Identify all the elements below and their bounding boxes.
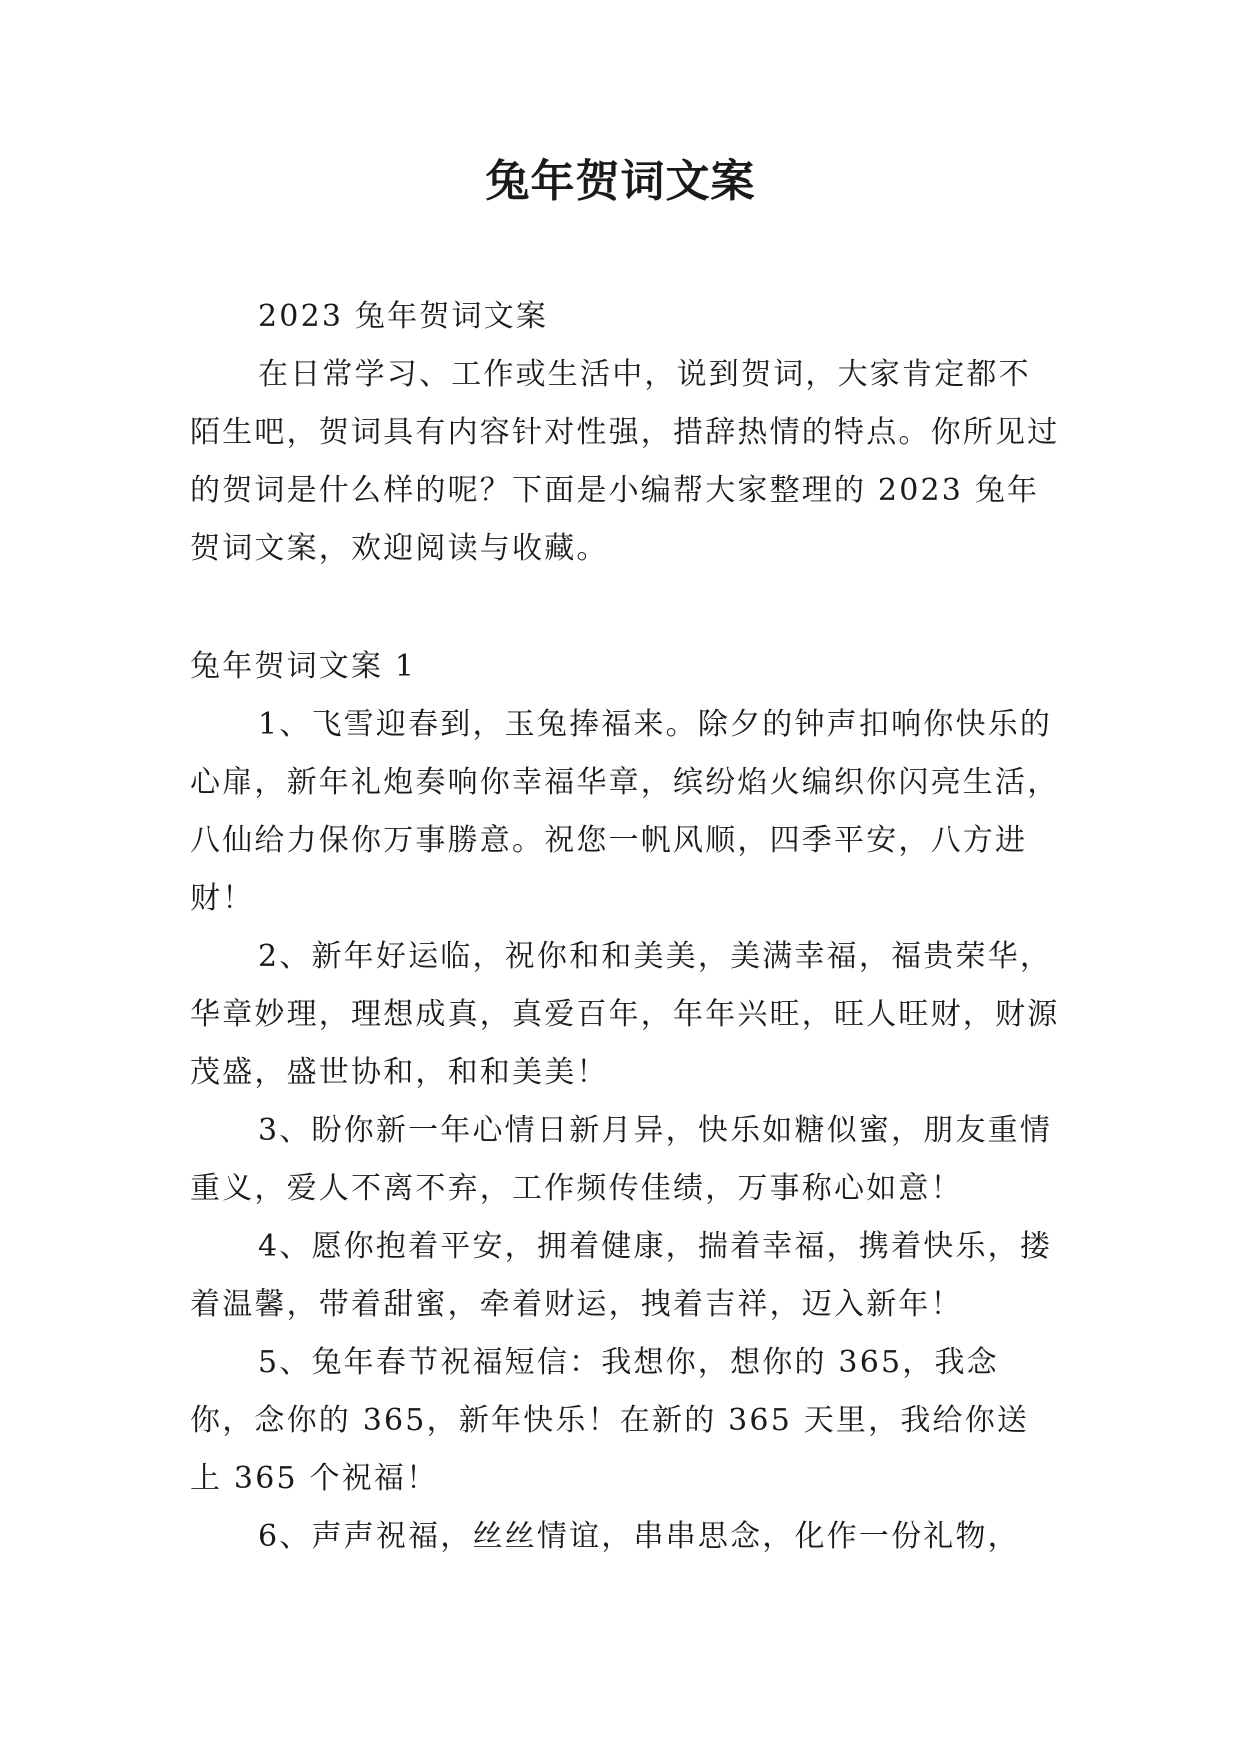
list-item: 1、飞雪迎春到，玉兔捧福来。除夕的钟声扣响你快乐的心扉，新年礼炮奏响你幸福华章，缤纷焰火编织你闪亮生活，八仙给力保你万事勝意。祝您一帆风顺，四季平安，八方进财！ — [190, 707, 1060, 916]
document-subtitle: 2023 兔年贺词文案 — [258, 299, 549, 334]
document-body — [190, 288, 1060, 1566]
list-item: 3、盼你新一年心情日新月异，快乐如糖似蜜，朋友重情重义，爱人不离不弃，工作频传佳绩，万事称心如意！ — [190, 1113, 1053, 1206]
list-item: 6、声声祝福，丝丝情谊，串串思念，化作一份礼物， — [258, 1519, 1020, 1554]
document-title: 兔年贺词文案 — [485, 156, 756, 207]
list-item: 4、愿你抱着平安，拥着健康，揣着幸福，携着快乐，搂着温馨，带着甜蜜，牵着财运，拽着吉祥，迈入新年！ — [190, 1229, 1053, 1322]
list-item: 5、兔年春节祝福短信：我想你，想你的 365，我念你，念你的 365，新年快乐！在新的 365 天里，我给你送上 365 个祝福！ — [190, 1345, 1030, 1496]
section-heading: 兔年贺词文案 1 — [190, 649, 417, 684]
list-item: 2、新年好运临，祝你和和美美，美满幸福，福贵荣华，华章妙理，理想成真，真爱百年，年年兴旺，旺人旺财，财源茂盛，盛世协和，和和美美！ — [190, 939, 1060, 1090]
intro-paragraph: 在日常学习、工作或生活中，说到贺词，大家肯定都不陌生吧，贺词具有内容针对性强，措辞热情的特点。你所见过的贺词是什么样的呢？下面是小编帮大家整理的 2023 兔年贺词文案，欢迎阅读与收藏。 — [190, 357, 1060, 566]
